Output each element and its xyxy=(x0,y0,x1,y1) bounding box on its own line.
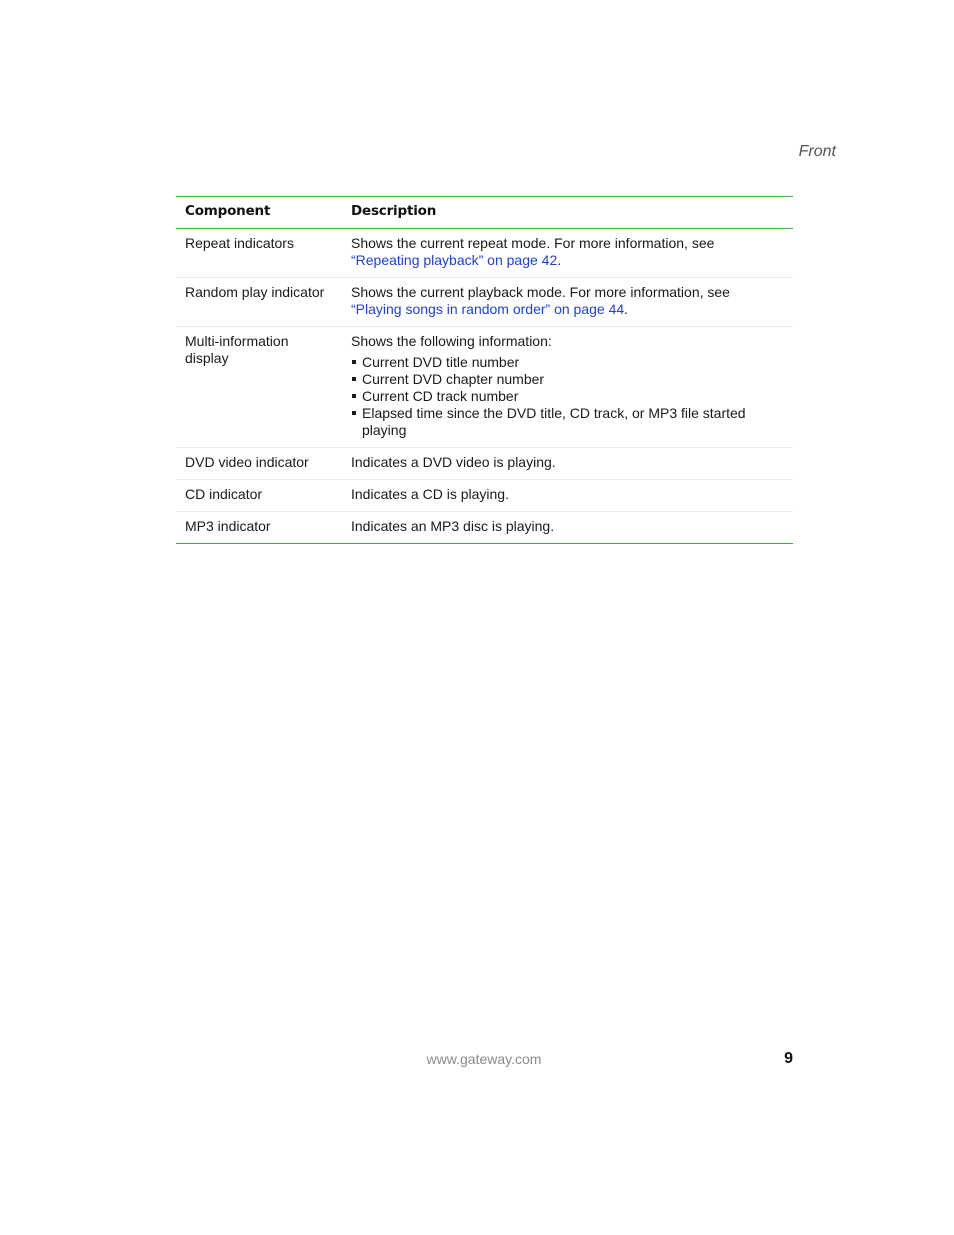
info-bullet-list xyxy=(351,354,784,439)
description-suffix: . xyxy=(624,301,629,317)
description-text: Shows the following information: xyxy=(351,333,552,349)
component-cell: CD indicator xyxy=(176,480,342,512)
description-cell xyxy=(342,327,793,448)
table-row xyxy=(176,480,793,512)
random-order-link[interactable]: “Playing songs in random order” on page 44 xyxy=(351,301,625,317)
running-header: Front xyxy=(798,143,836,160)
description-cell: Indicates a CD is playing. xyxy=(342,480,793,512)
footer-url: www.gateway.com xyxy=(426,1051,542,1067)
description-text: Shows the current repeat mode. For more information, see xyxy=(351,235,715,251)
description-cell: Indicates a DVD video is playing. xyxy=(342,448,793,480)
table-row xyxy=(176,448,793,480)
page-number: 9 xyxy=(784,1050,793,1067)
description-cell: Indicates an MP3 disc is playing. xyxy=(351,518,555,534)
table-header-row xyxy=(176,197,793,229)
repeating-playback-link[interactable]: “Repeating playback” on page 42 xyxy=(351,252,558,268)
description-cell xyxy=(342,278,793,327)
table-row xyxy=(176,327,793,448)
component-cell: DVD video indicator xyxy=(176,448,342,480)
bullet-item: Current DVD title number xyxy=(351,354,784,371)
column-header-description: Description xyxy=(342,197,793,229)
component-cell: MP3 indicator xyxy=(185,518,271,534)
component-cell: Multi-information display xyxy=(176,327,342,448)
component-cell: Repeat indicators xyxy=(176,229,342,278)
table-row xyxy=(176,512,793,544)
description-text: Shows the current playback mode. For more information, see xyxy=(351,284,730,300)
description-suffix: . xyxy=(557,252,562,268)
table-row xyxy=(176,278,793,327)
bullet-item: Current DVD chapter number xyxy=(351,371,784,388)
column-header-component: Component xyxy=(176,197,342,229)
description-cell xyxy=(342,229,793,278)
component-cell: Random play indicator xyxy=(176,278,342,327)
table-row xyxy=(176,229,793,278)
component-table xyxy=(176,196,793,544)
bullet-item: Current CD track number xyxy=(351,388,784,405)
bullet-item: Elapsed time since the DVD title, CD track, or MP3 file started playing xyxy=(351,405,784,439)
